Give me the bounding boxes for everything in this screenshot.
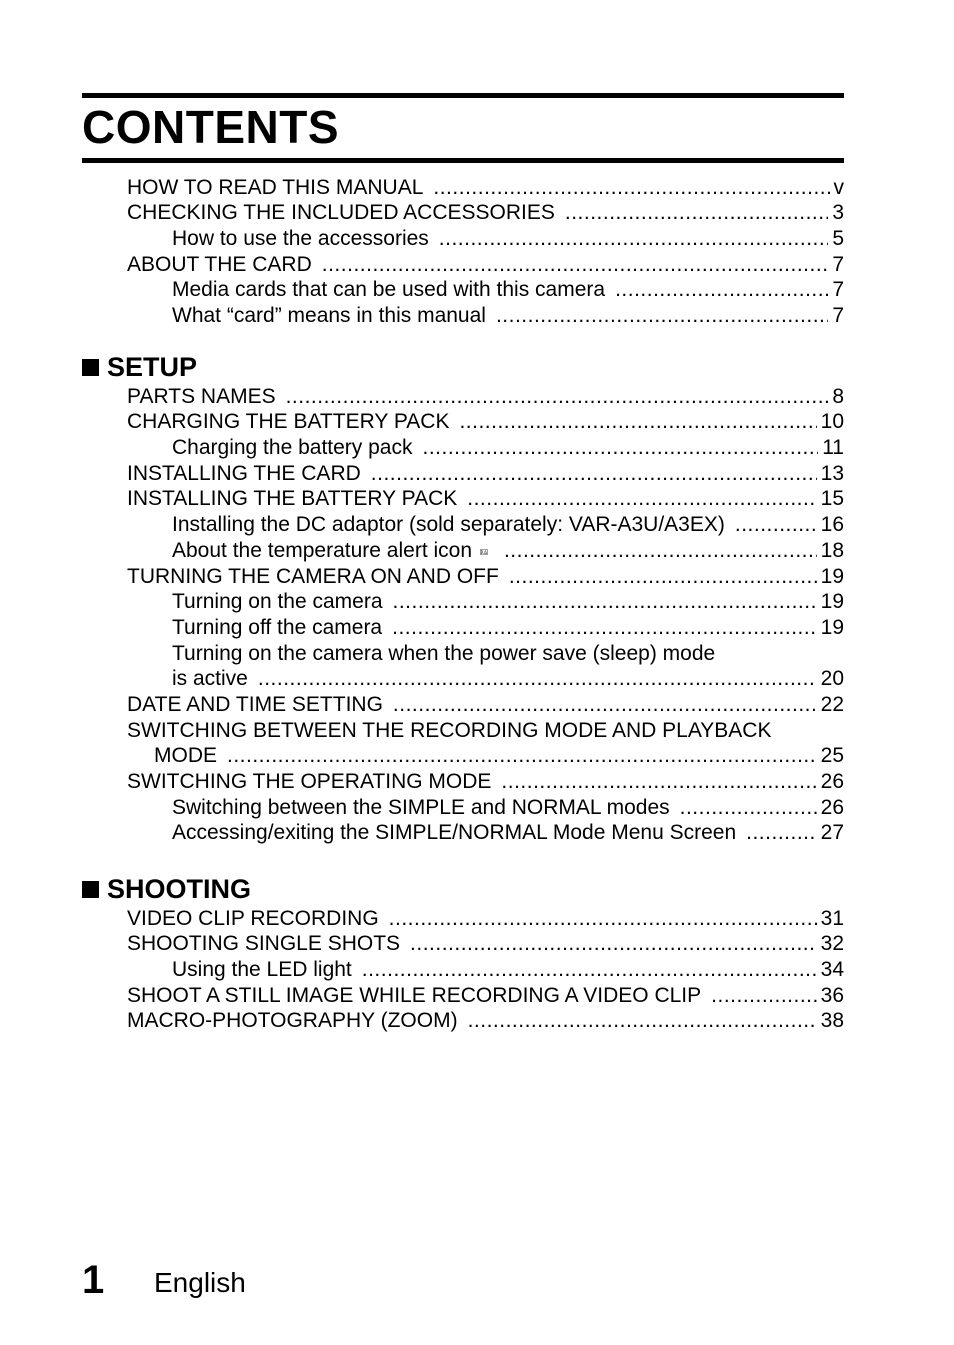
top-rule — [82, 93, 844, 98]
toc-entry[interactable] — [82, 794, 844, 820]
dot-leader — [422, 436, 818, 460]
toc-entry-title: INSTALLING THE BATTERY PACK — [127, 487, 458, 511]
toc-entry-page: 25 — [820, 744, 844, 768]
section-heading-setup — [82, 351, 844, 383]
toc-entry-page: 8 — [832, 384, 844, 408]
toc-entry-title: INSTALLING THE CARD — [127, 461, 361, 485]
toc-entry[interactable] — [82, 200, 844, 226]
toc-entry-page: 10 — [820, 410, 844, 434]
toc-entry[interactable] — [82, 717, 844, 743]
toc-entry-title: MACRO-PHOTOGRAPHY (ZOOM) — [127, 1009, 458, 1033]
toc-entry-title: is active — [172, 667, 248, 691]
toc-entry-page: 7 — [832, 252, 844, 276]
toc-entry-title: PARTS NAMES — [127, 384, 276, 408]
dot-leader — [286, 385, 829, 409]
dot-leader — [392, 616, 817, 640]
toc-entry-page: 19 — [820, 590, 844, 614]
toc-entry-page: 32 — [820, 932, 844, 956]
dot-leader — [496, 304, 828, 328]
toc-entry-title: ABOUT THE CARD — [127, 252, 312, 276]
toc-entry-page: 20 — [820, 667, 844, 691]
toc-entry-title: Installing the DC adaptor (sold separately: VAR-A3U/A3EX) — [172, 513, 725, 537]
toc-entry-page: 13 — [820, 461, 844, 485]
square-bullet-icon — [82, 359, 99, 376]
toc-entry-title: SWITCHING BETWEEN THE RECORDING MODE AND PLAYBACK — [127, 718, 772, 742]
toc-entry[interactable] — [82, 460, 844, 486]
toc-entry[interactable] — [82, 486, 844, 512]
toc-entry[interactable] — [82, 383, 844, 409]
title-underline-rule — [82, 158, 844, 163]
dot-leader — [501, 770, 816, 794]
toc-entry[interactable] — [82, 563, 844, 589]
toc-entry[interactable] — [82, 409, 844, 435]
toc-entry[interactable] — [82, 434, 844, 460]
toc-entry-title: Turning on the camera — [172, 590, 383, 614]
toc-entry-page: 5 — [832, 227, 844, 251]
toc-entry[interactable] — [82, 931, 844, 957]
dot-leader — [459, 410, 816, 434]
dot-leader — [433, 176, 829, 200]
dot-leader — [711, 984, 816, 1008]
toc-entry-page: 34 — [820, 958, 844, 982]
toc-entry[interactable] — [82, 251, 844, 277]
toc-entry-page: 7 — [832, 278, 844, 302]
toc-entry[interactable] — [82, 302, 844, 328]
toc-entry-page: 16 — [820, 513, 844, 537]
toc-entry[interactable] — [82, 277, 844, 303]
page-number: 1 — [82, 1258, 105, 1302]
dot-leader — [468, 1009, 817, 1033]
toc-entry[interactable] — [82, 537, 844, 563]
toc-entry[interactable] — [82, 768, 844, 794]
toc-entry-title: SHOOTING SINGLE SHOTS — [127, 932, 401, 956]
toc-entry[interactable] — [82, 982, 844, 1008]
dot-leader — [227, 744, 817, 768]
toc-entry-title: Turning on the camera when the power save (sleep) mode — [172, 641, 716, 665]
toc-entry-title: MODE — [154, 744, 217, 768]
toc-entry-title: Accessing/exiting the SIMPLE/NORMAL Mode Menu Screen — [172, 821, 737, 845]
dot-leader — [410, 932, 817, 956]
dot-leader — [362, 958, 817, 982]
dot-leader — [615, 278, 828, 302]
toc-entry-title: What “card” means in this manual — [172, 304, 486, 328]
toc-entry-page: 15 — [820, 487, 844, 511]
dot-leader — [509, 565, 817, 589]
toc-entry-title: CHECKING THE INCLUDED ACCESSORIES — [127, 201, 555, 225]
toc-entry[interactable] — [82, 691, 844, 717]
section-heading-label: SETUP — [107, 352, 198, 382]
dot-leader — [371, 462, 817, 486]
toc-entry[interactable] — [82, 743, 844, 769]
toc-entry-page: 27 — [820, 821, 844, 845]
dot-leader — [393, 590, 817, 614]
dot-leader — [467, 487, 816, 511]
toc-entry-title: VIDEO CLIP RECORDING — [127, 906, 379, 930]
toc-shooting-list — [82, 905, 844, 1033]
square-bullet-icon — [82, 881, 99, 898]
toc-entry-page: 38 — [820, 1009, 844, 1033]
toc-entry-page: 11 — [822, 436, 844, 460]
toc-entry-page: 19 — [820, 564, 844, 588]
toc-entry-title: Using the LED light — [172, 958, 352, 982]
toc-entry[interactable] — [82, 614, 844, 640]
toc-entry-title: TURNING THE CAMERA ON AND OFF — [127, 564, 499, 588]
toc-entry[interactable] — [82, 666, 844, 692]
toc-entry-title: HOW TO READ THIS MANUAL — [127, 175, 424, 199]
dot-leader — [680, 796, 817, 820]
toc-entry-page: 26 — [820, 795, 844, 819]
section-heading-shooting — [82, 873, 844, 905]
toc-entry-page: 3 — [832, 201, 844, 225]
toc-entry-title: Switching between the SIMPLE and NORMAL modes — [172, 795, 670, 819]
toc-entry[interactable] — [82, 1008, 844, 1034]
toc-entry[interactable] — [82, 820, 844, 846]
dot-leader — [389, 907, 817, 931]
dot-leader — [746, 821, 817, 845]
toc-setup-list — [82, 383, 844, 845]
toc-entry-page: 26 — [820, 770, 844, 793]
section-heading-label: SHOOTING — [107, 874, 252, 904]
toc-entry[interactable] — [82, 640, 844, 666]
toc-entry-title: Turning off the camera — [172, 615, 383, 639]
toc-entry-page: v — [833, 175, 844, 199]
dot-leader — [735, 513, 817, 537]
toc-entry[interactable] — [82, 905, 844, 931]
toc-entry-title: CHARGING THE BATTERY PACK — [127, 410, 450, 434]
toc-setup-section — [82, 351, 844, 845]
toc-entry-title: DATE AND TIME SETTING — [127, 692, 383, 716]
toc-intro-list — [82, 174, 844, 328]
toc-shooting-section — [82, 873, 844, 1033]
dot-leader — [258, 667, 817, 691]
temperature-alert-icon — [480, 541, 488, 563]
toc-entry-title: Charging the battery pack — [172, 436, 413, 460]
toc-entry-page: 19 — [820, 615, 844, 639]
page-title: CONTENTS — [82, 101, 339, 153]
toc-entry-page: 18 — [820, 538, 844, 562]
toc-entry[interactable] — [82, 511, 844, 537]
toc-entry[interactable] — [82, 956, 844, 982]
dot-leader — [504, 539, 817, 563]
toc-entry[interactable] — [82, 174, 844, 200]
toc-entry-title: SHOOT A STILL IMAGE WHILE RECORDING A VIDEO CLIP — [127, 983, 702, 1007]
toc-entry[interactable] — [82, 225, 844, 251]
toc-entry-page: 7 — [832, 304, 844, 328]
toc-entry-title: SWITCHING THE OPERATING MODE — [127, 770, 492, 793]
toc-entry-title: About the temperature alert icon — [172, 538, 473, 562]
toc-entry-page: 31 — [820, 906, 844, 930]
dot-leader — [565, 201, 828, 225]
dot-leader — [393, 693, 817, 717]
dot-leader — [439, 227, 829, 251]
toc-entry-page: 36 — [820, 983, 844, 1007]
toc-entry-title: Media cards that can be used with this camera — [172, 278, 606, 302]
dot-leader — [322, 253, 829, 277]
toc-entry-page: 22 — [820, 692, 844, 716]
toc-entry[interactable] — [82, 589, 844, 615]
toc-entry-title: How to use the accessories — [172, 227, 429, 251]
page-language: English — [154, 1267, 246, 1298]
